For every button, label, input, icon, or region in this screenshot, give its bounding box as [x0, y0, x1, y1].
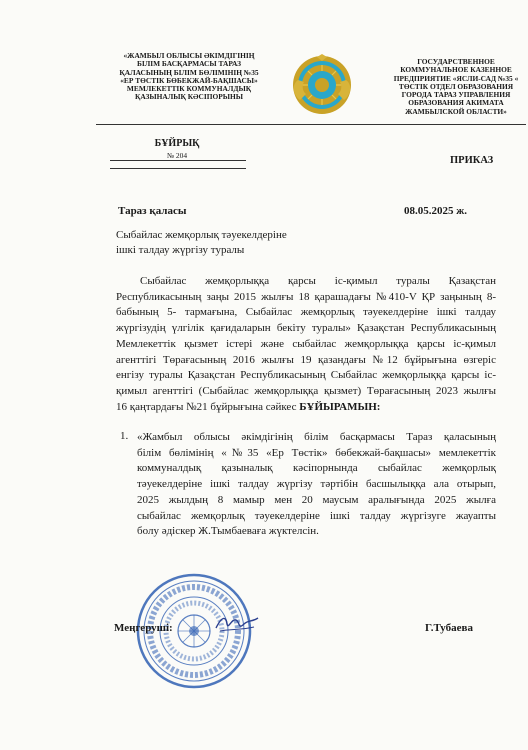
paragraph-line: жүргізудің үлгілік қағидаларын бекіту туралы» Қазақстан Республикасының: [116, 322, 496, 335]
order-title-russian: ПРИКАЗ: [450, 155, 494, 166]
command-word: БҰЙЫРАМЫН:: [299, 400, 381, 413]
org-header-russian: [386, 58, 526, 116]
list-item-line: тәуекелдеріне ішкі талдау жүргізу тәртібін басшылыққа ала отырып,: [137, 478, 496, 491]
org-header-line: ҚАЛАСЫНЫҢ БІЛІМ БӨЛІМІНІҢ №35: [119, 67, 259, 77]
paragraph-line: Сыбайлас жемқорлыққа қарсы іс-қимыл туралы Қазақстан: [140, 275, 496, 287]
org-header-line: ПРЕДПРИЯТИЕ «ЯСЛИ-САД №35 «: [393, 73, 519, 83]
org-header-line: ГОСУДАРСТВЕННОЕ: [417, 57, 495, 66]
org-header-line: «ЖАМБЫЛ ОБЛЫСЫ ӘКІМДІГІНІҢ: [123, 51, 255, 60]
list-item-line: коммуналдық қазыналық кәсіпорнында сыбайлас жемқорлық: [137, 462, 496, 475]
paragraph-line: агенттігі Төрағасының 2016 жылғы 19 қазандағы №12 бұйрығына өзгеріс: [116, 353, 496, 366]
document-date: 08.05.2025 ж.: [404, 205, 467, 217]
subject-line: ішкі талдау жүргізу туралы: [116, 243, 245, 256]
org-header-line: ГОРОДА ТАРАЗ УПРАВЛЕНИЯ: [401, 90, 511, 100]
head-name: Г.Тубаева: [425, 622, 473, 634]
paragraph-line: бабының 5- тармағына, Сыбайлас жемқорлық тәуекелдеріне ішкі талдау: [116, 306, 496, 319]
paragraph-line: [116, 400, 496, 416]
org-header-line: БІЛІМ БАСҚАРМАСЫ ТАРАЗ: [136, 59, 242, 69]
order-title-kazakh: БҰЙРЫҚ: [154, 138, 200, 149]
paragraph-line: Мемлекеттік қызмет істері және сыбайлас жемқорлыққа қарсы іс-қимыл: [116, 337, 496, 350]
kazakhstan-state-emblem-icon: [290, 54, 354, 116]
list-item-number: 1.: [120, 430, 129, 442]
preamble-paragraph: [116, 274, 496, 415]
list-item-line: білім бөлімінің «№35 «Ер Төстік» бөбекжай-бақшасы» мемлекеттік: [137, 446, 496, 459]
handwritten-signature-icon: [214, 612, 260, 634]
org-header-line: ҚАЗЫНАЛЫҚ КӘСІПОРЫНЫ: [134, 92, 244, 102]
document-subject: [116, 228, 287, 257]
org-header-line: ОБРАЗОВАНИЯ АКИМАТА: [408, 98, 504, 108]
document-place: Тараз қаласы: [118, 205, 187, 217]
org-header-line: ЖАМБЫЛСКОЙ ОБЛАСТИ»: [405, 106, 507, 116]
order-number-underline: [110, 160, 246, 161]
paragraph-line-text: 16 қаңтардағы №21 бұйрығына сәйкес: [116, 400, 300, 413]
org-header-line: «ЕР ТӨСТІК БӨБЕКЖАЙ-БАҚШАСЫ»: [120, 75, 258, 85]
subject-line: Сыбайлас жемқорлық тәуекелдеріне: [116, 229, 287, 241]
list-item: [137, 430, 496, 540]
org-header-line: ТӨСТІК ОТДЕЛ ОБРАЗОВАНИЯ: [398, 81, 514, 91]
list-item-line: 2025 жылдың 8 мамыр мен 20 маусым аралығында 2025 жылға: [137, 493, 496, 506]
list-item-line: «Жамбыл облысы әкімдігінің білім басқармасы Тараз қаласының: [137, 431, 496, 443]
paragraph-line: енгізу туралы Қазақстан Республикасының Сыбайлас жемқорлыққа қарсы іс-: [116, 369, 496, 382]
list-item-line: болу әдіскер Ж.Тымбаеваға жүктелсін.: [137, 525, 319, 538]
head-position-label: Меңгеруші:: [114, 622, 173, 634]
org-header-line: МЕМЛЕКЕТТІК КОММУНАЛДЫҚ: [126, 84, 252, 94]
paragraph-line: Республикасының заңы 2015 жылғы 18 қарашадағы №410-V ҚР заңының 8-: [116, 290, 496, 303]
list-item-line: сыбайлас жемқорлық тәуекелдеріне ішкі талдау жүргізуге жауапты: [137, 509, 496, 522]
org-header-line: КОММУНАЛЬНОЕ КАЗЕННОЕ: [400, 65, 512, 75]
header-divider: [96, 124, 526, 125]
order-number-underline: [110, 168, 246, 169]
paragraph-line: қимыл агенттігі (Сыбайлас жемқорлыққа қызмет) Төрағасының 2023 жылғы: [116, 384, 496, 397]
order-number: № 204: [166, 151, 188, 160]
org-header-kazakh: [100, 52, 278, 102]
